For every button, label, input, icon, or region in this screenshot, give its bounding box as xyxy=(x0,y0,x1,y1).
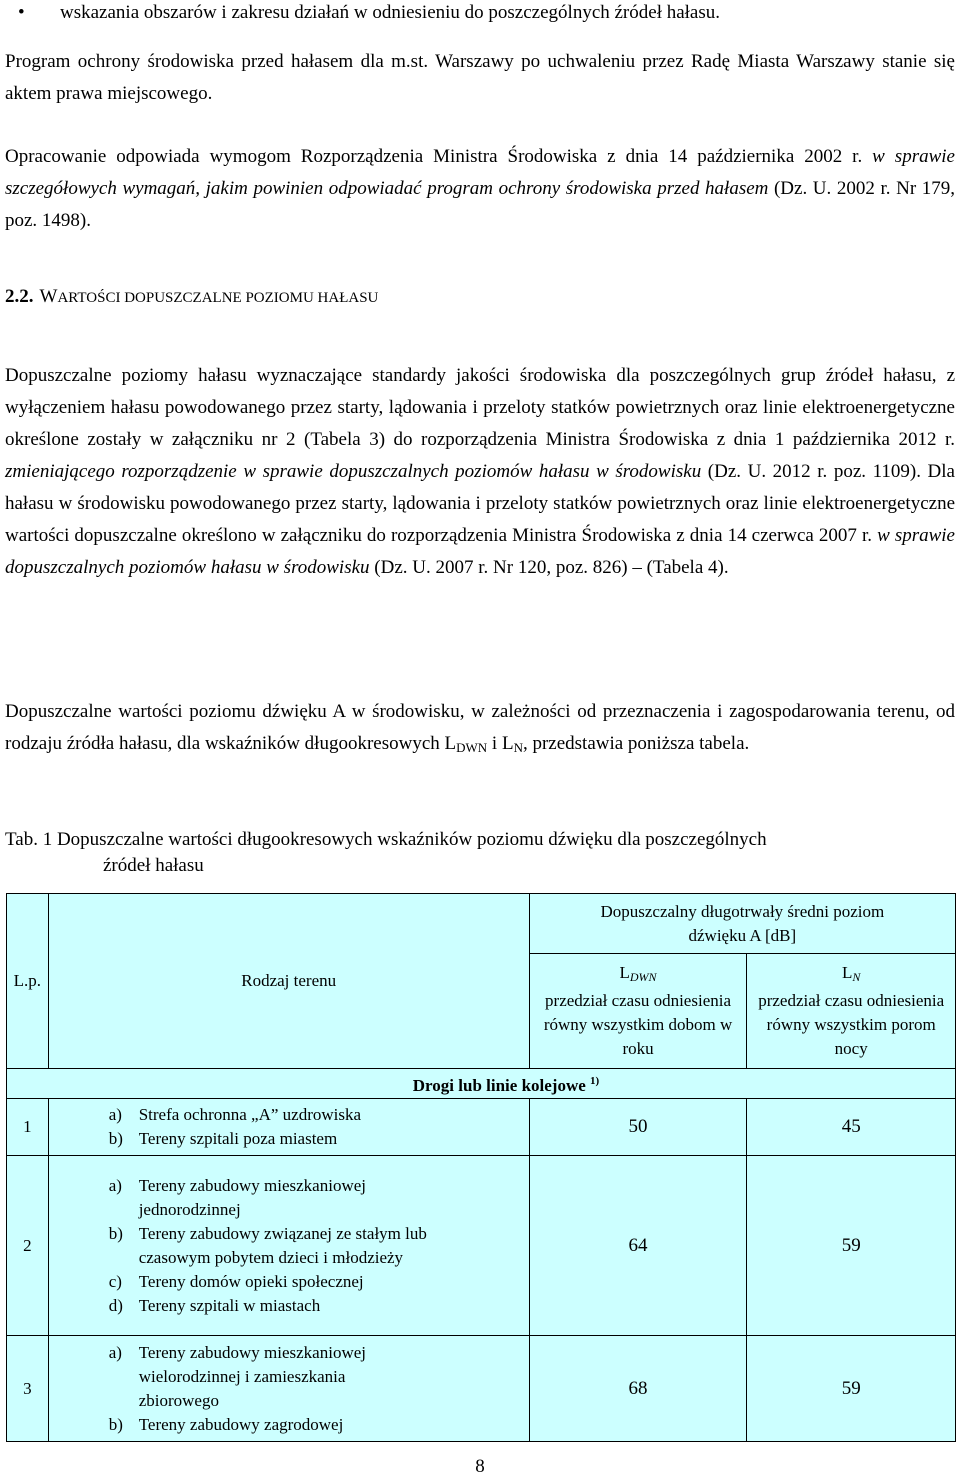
table-header-row xyxy=(7,894,956,954)
bullet-text: wskazania obszarów i zakresu działań w odniesieniu do poszczególnych źródeł hałasu. xyxy=(60,2,721,23)
list-item: b) Tereny zabudowy zagrodowej xyxy=(108,1414,344,1434)
ln-value: 59 xyxy=(747,1336,956,1442)
list-item: a) Strefa ochronna „A” uzdrowiska xyxy=(108,1105,362,1124)
ldwn-value: 64 xyxy=(529,1156,747,1336)
list-item: a) Tereny zabudowy mieszkaniowej jednorodzinnej xyxy=(108,1175,366,1219)
list-item: c) Tereny domów opieki społecznej xyxy=(108,1271,364,1291)
bullet-icon: • xyxy=(18,2,25,23)
table-row: 2 a) Tereny zabudowy mieszkaniowej jednorodzinnej b) Tereny zabudowy związanej ze stałym lub czasowym pobytem dzieci i młodzieży c) Tereny domów opieki społecznej d) Tereny szpitali w miastach 64 59 xyxy=(7,1156,956,1336)
ln-value: 59 xyxy=(747,1156,956,1336)
table-row: 1 a) Strefa ochronna „A” uzdrowiska b) Tereny szpitali poza miastem 50 45 xyxy=(7,1099,956,1156)
list-item: b) Tereny zabudowy związanej ze stałym lub czasowym pobytem dzieci i młodzieży xyxy=(108,1223,427,1267)
group-roads-rail: Drogi lub linie kolejowe $^{1)}$ xyxy=(7,1069,956,1099)
ldwn-value: 68 xyxy=(529,1336,747,1442)
terrain-list xyxy=(48,1156,529,1336)
paragraph-table-intro: Dopuszczalne wartości poziomu dźwięku A w środowisku, w zależności od przeznaczenia i zagospodarowania terenu, od rodzaju źródła hałasu, dla wskaźników długookresowych LDWN i LN, przedstawia poniższa tabela. xyxy=(5,701,955,755)
list-item: d) Tereny szpitali w miastach xyxy=(108,1295,321,1315)
ldwn-value: 50 xyxy=(529,1099,747,1156)
table-row: 3 a) Tereny zabudowy mieszkaniowej wielorodzinnej i zamieszkania zbiorowego b) Tereny zabudowy zagrodowej 68 59 xyxy=(7,1336,956,1442)
table-caption: Tab. 1 Dopuszczalne wartości długookresowych wskaźników poziomu dźwięku dla poszczególnych źródeł hałasu xyxy=(5,829,767,876)
terrain-list xyxy=(48,1099,529,1156)
header-terrain-type: Rodzaj terenu xyxy=(48,894,529,1069)
header-ln: $L_N$ przedział czasu odniesienia równy wszystkim porom nocy xyxy=(747,954,956,1069)
list-item: b) Tereny szpitali poza miastem xyxy=(108,1129,338,1148)
section-title: WARTOŚCI DOPUSZCZALNE POZIOMU HAŁASU xyxy=(39,286,379,307)
paragraph-limits: Dopuszczalne poziomy hałasu wyznaczające standardy jakości środowiska dla poszczególnych grup źródeł hałasu, z wyłączeniem hałasu powodowanego przez starty, lądowania i przeloty statków powietrznych oraz linie elektroenergetyczne określone zostały w załączniku nr 2 (Tabela 3) do rozporządzenia Ministra Środowiska z dnia 1 października 2012 r. zmieniającego rozporządzenie w sprawie dopuszczalnych poziomów hałasu w środowisku (Dz. U. 2012 r. poz. 1109). Dla hałasu w środowisku powodowanego przez starty, lądowania i przeloty statków powietrznych oraz linie elektroenergetyczne wartości dopuszczalne określono w załączniku do rozporządzenia Ministra Środowiska z dnia 14 czerwca 2007 r. w sprawie dopuszczalnych poziomów hałasu w środowisku (Dz. U. 2007 r. Nr 120, poz. 826) – (Tabela 4). xyxy=(5,365,955,578)
page-number: 8 xyxy=(475,1456,485,1477)
ln-value: 45 xyxy=(747,1099,956,1156)
header-ldwn: $L_{DWN}$ przedział czasu odniesienia równy wszystkim dobom w roku xyxy=(529,954,747,1069)
noise-limits-table xyxy=(6,893,956,1442)
list-item: a) Tereny zabudowy mieszkaniowej wielorodzinnej i zamieszkania zbiorowego xyxy=(108,1342,366,1410)
header-lp: L.p. xyxy=(7,894,49,1069)
header-level-group: Dopuszczalny długotrwały średni poziom dźwięku A [dB] xyxy=(529,894,955,954)
paragraph-program: Program ochrony środowiska przed hałasem dla m.st. Warszawy po uchwaleniu przez Radę Miasta Warszawy stanie się aktem prawa miejscowego. xyxy=(5,51,955,104)
terrain-list xyxy=(48,1336,529,1442)
table-group-row xyxy=(7,1069,956,1099)
paragraph-regulation: Opracowanie odpowiada wymogom Rozporządzenia Ministra Środowiska z dnia 14 października 2002 r. w sprawie szczegółowych wymagań, jakim powinien odpowiadać program ochrony środowiska przed hałasem (Dz. U. 2002 r. Nr 179, poz. 1498). xyxy=(5,146,955,231)
bullet-item xyxy=(0,0,960,26)
section-heading xyxy=(5,284,378,311)
section-number: 2.2. xyxy=(5,286,34,307)
